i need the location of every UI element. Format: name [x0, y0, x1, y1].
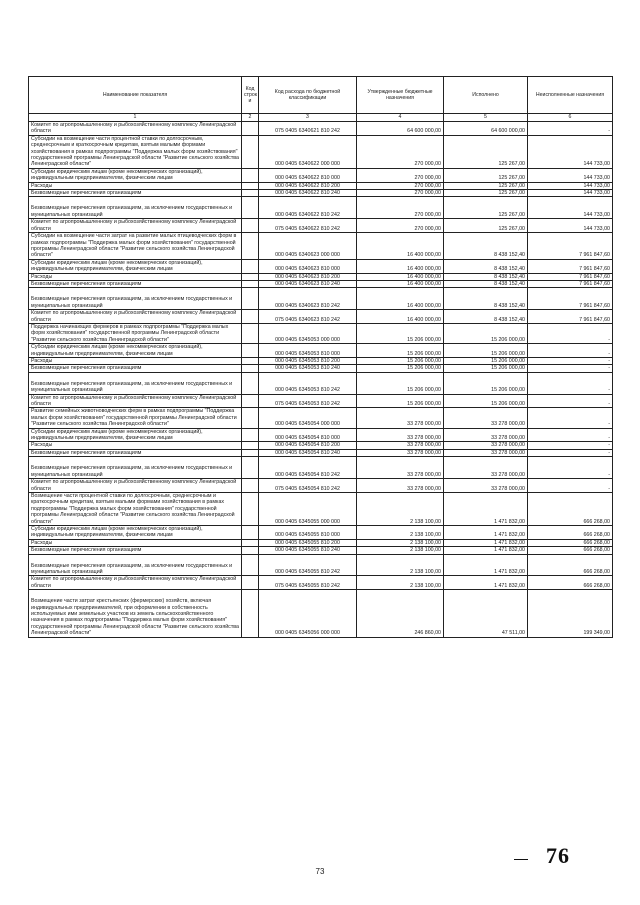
- row-name-cell: Безвозмездные перечисления организациям: [29, 547, 242, 554]
- table-row: [29, 554, 613, 576]
- column-number: 4: [357, 114, 444, 122]
- row-code-cell: 000 0405 6345054 810 240: [259, 449, 357, 456]
- row-unexecuted-cell: 144 733,00: [528, 197, 613, 219]
- row-approved-cell: 2 138 100,00: [357, 492, 444, 525]
- table-row: [29, 135, 613, 168]
- row-approved-cell: 33 278 000,00: [357, 449, 444, 456]
- row-line-cell: [242, 428, 259, 442]
- row-code-cell: 000 0405 6345054 810 242: [259, 457, 357, 479]
- row-name-cell: Комитет по агропромышленному и рыбохозяйственному комплексу Ленинградской области: [29, 122, 242, 136]
- row-approved-cell: 15 206 000,00: [357, 394, 444, 408]
- row-approved-cell: 33 278 000,00: [357, 408, 444, 428]
- row-unexecuted-cell: 666 268,00: [528, 547, 613, 554]
- row-executed-cell: 33 278 000,00: [444, 479, 528, 493]
- row-name-cell: Расходы: [29, 442, 242, 449]
- row-code-cell: 000 0405 6340623 810 242: [259, 288, 357, 310]
- row-line-cell: [242, 372, 259, 394]
- row-line-cell: [242, 273, 259, 280]
- row-line-cell: [242, 457, 259, 479]
- row-code-cell: 000 0405 6345054 000 000: [259, 408, 357, 428]
- row-line-cell: [242, 525, 259, 539]
- row-approved-cell: 33 278 000,00: [357, 479, 444, 493]
- table-row: [29, 492, 613, 525]
- row-executed-cell: 8 438 152,40: [444, 280, 528, 287]
- row-unexecuted-cell: -: [528, 394, 613, 408]
- row-executed-cell: 8 438 152,40: [444, 259, 528, 273]
- table-row: [29, 344, 613, 358]
- row-executed-cell: 8 438 152,40: [444, 288, 528, 310]
- row-unexecuted-cell: -: [528, 358, 613, 365]
- table-row: [29, 590, 613, 637]
- table-row: [29, 358, 613, 365]
- row-name-cell: Безвозмездные перечисления организациям, за исключением государственных и муниципальных организаций: [29, 288, 242, 310]
- row-line-cell: [242, 182, 259, 189]
- table-row: [29, 219, 613, 233]
- row-unexecuted-cell: 7 961 847,60: [528, 280, 613, 287]
- row-code-cell: 075 0405 6345054 810 242: [259, 479, 357, 493]
- row-line-cell: [242, 190, 259, 197]
- row-approved-cell: 16 400 000,00: [357, 288, 444, 310]
- row-unexecuted-cell: -: [528, 457, 613, 479]
- table-header-row: [29, 77, 613, 114]
- report-table-container: [28, 76, 612, 638]
- row-name-cell: Безвозмездные перечисления организациям, за исключением государственных и муниципальных организаций: [29, 197, 242, 219]
- header-expense-code: Код расхода по бюджетной классификации: [259, 77, 357, 114]
- row-name-cell: Безвозмездные перечисления организациям: [29, 190, 242, 197]
- row-approved-cell: 2 138 100,00: [357, 547, 444, 554]
- row-name-cell: Развитие семейных животноводческих ферм в рамках подпрограммы "Поддержка малых форм хозяйствования" государственной программы Ленинградской области "Развитие сельского хозяйства Ленинградской области": [29, 408, 242, 428]
- row-code-cell: 000 0405 6340622 810 000: [259, 168, 357, 182]
- row-approved-cell: 270 000,00: [357, 135, 444, 168]
- row-code-cell: 000 0405 6345053 810 242: [259, 372, 357, 394]
- budget-execution-table: [28, 76, 613, 638]
- row-code-cell: 000 0405 6340623 810 240: [259, 280, 357, 287]
- row-approved-cell: 16 400 000,00: [357, 259, 444, 273]
- row-approved-cell: 2 138 100,00: [357, 525, 444, 539]
- row-approved-cell: 15 206 000,00: [357, 365, 444, 372]
- row-executed-cell: 1 471 832,00: [444, 576, 528, 590]
- row-executed-cell: 33 278 000,00: [444, 442, 528, 449]
- row-approved-cell: 64 600 000,00: [357, 122, 444, 136]
- table-row: [29, 259, 613, 273]
- row-unexecuted-cell: -: [528, 449, 613, 456]
- row-executed-cell: 1 471 832,00: [444, 492, 528, 525]
- row-unexecuted-cell: -: [528, 122, 613, 136]
- row-approved-cell: 2 138 100,00: [357, 576, 444, 590]
- column-number: 1: [29, 114, 242, 122]
- row-line-cell: [242, 259, 259, 273]
- table-row: [29, 525, 613, 539]
- row-name-cell: Возмещение части затрат крестьянских (фермерских) хозяйств, включая индивидуальных предпринимателей, при оформлении в собственность используемых ими земельных участков из земель сельскохозяйственного назначения в рамках подпрограммы "Поддержка малых форм хозяйствования" государственной программы Ленинградской области "Развитие сельского хозяйства Ленинградской области": [29, 590, 242, 637]
- row-code-cell: 000 0405 6345055 810 200: [259, 539, 357, 546]
- row-name-cell: Субсидии юридическим лицам (кроме некоммерческих организаций), индивидуальным предпринимателям, физическим лицам: [29, 168, 242, 182]
- row-line-cell: [242, 358, 259, 365]
- row-executed-cell: 33 278 000,00: [444, 449, 528, 456]
- row-executed-cell: 33 278 000,00: [444, 408, 528, 428]
- row-approved-cell: 270 000,00: [357, 190, 444, 197]
- row-unexecuted-cell: 666 268,00: [528, 576, 613, 590]
- row-executed-cell: 47 511,00: [444, 590, 528, 637]
- row-name-cell: Безвозмездные перечисления организациям: [29, 280, 242, 287]
- row-name-cell: Комитет по агропромышленному и рыбохозяйственному комплексу Ленинградской области: [29, 576, 242, 590]
- row-approved-cell: 270 000,00: [357, 182, 444, 189]
- row-line-cell: [242, 168, 259, 182]
- row-code-cell: 075 0405 6340623 810 242: [259, 310, 357, 324]
- row-executed-cell: 8 438 152,40: [444, 233, 528, 260]
- row-name-cell: Безвозмездные перечисления организациям, за исключением государственных и муниципальных организаций: [29, 372, 242, 394]
- table-row: [29, 394, 613, 408]
- row-name-cell: Расходы: [29, 182, 242, 189]
- row-line-cell: [242, 539, 259, 546]
- row-name-cell: Комитет по агропромышленному и рыбохозяйственному комплексу Ленинградской области: [29, 310, 242, 324]
- row-executed-cell: 125 267,00: [444, 219, 528, 233]
- row-executed-cell: 15 206 000,00: [444, 323, 528, 343]
- table-row: [29, 449, 613, 456]
- row-executed-cell: 15 206 000,00: [444, 394, 528, 408]
- table-row: [29, 182, 613, 189]
- table-row: [29, 408, 613, 428]
- row-approved-cell: 270 000,00: [357, 219, 444, 233]
- row-code-cell: 075 0405 6345053 810 242: [259, 394, 357, 408]
- row-code-cell: 000 0405 6340623 810 200: [259, 273, 357, 280]
- stamp-dash: [514, 859, 528, 860]
- table-row: [29, 323, 613, 343]
- row-approved-cell: 16 400 000,00: [357, 233, 444, 260]
- row-unexecuted-cell: 7 961 847,60: [528, 310, 613, 324]
- table-row: [29, 288, 613, 310]
- row-line-cell: [242, 365, 259, 372]
- row-code-cell: 000 0405 6345054 810 000: [259, 428, 357, 442]
- row-name-cell: Безвозмездные перечисления организациям: [29, 365, 242, 372]
- row-code-cell: 000 0405 6340622 810 242: [259, 197, 357, 219]
- stamped-sheet-number: 76: [546, 843, 570, 868]
- row-code-cell: 000 0405 6345055 810 240: [259, 547, 357, 554]
- table-row: [29, 197, 613, 219]
- row-line-cell: [242, 547, 259, 554]
- row-name-cell: Безвозмездные перечисления организациям, за исключением государственных и муниципальных организаций: [29, 554, 242, 576]
- row-executed-cell: 1 471 832,00: [444, 547, 528, 554]
- row-code-cell: 000 0405 6345055 810 242: [259, 554, 357, 576]
- column-number: 5: [444, 114, 528, 122]
- row-name-cell: Комитет по агропромышленному и рыбохозяйственному комплексу Ленинградской области: [29, 394, 242, 408]
- row-approved-cell: 15 206 000,00: [357, 344, 444, 358]
- header-approved: Утвержденные бюджетные назначения: [357, 77, 444, 114]
- row-name-cell: Безвозмездные перечисления организациям: [29, 449, 242, 456]
- table-row: [29, 273, 613, 280]
- row-approved-cell: 16 400 000,00: [357, 273, 444, 280]
- row-approved-cell: 33 278 000,00: [357, 442, 444, 449]
- row-executed-cell: 125 267,00: [444, 190, 528, 197]
- row-approved-cell: 270 000,00: [357, 197, 444, 219]
- row-unexecuted-cell: 7 961 847,60: [528, 273, 613, 280]
- row-name-cell: Субсидии юридическим лицам (кроме некоммерческих организаций), индивидуальным предпринимателям, физическим лицам: [29, 525, 242, 539]
- row-name-cell: Расходы: [29, 539, 242, 546]
- row-line-cell: [242, 280, 259, 287]
- row-unexecuted-cell: 144 733,00: [528, 135, 613, 168]
- row-approved-cell: 16 400 000,00: [357, 280, 444, 287]
- row-executed-cell: 15 206 000,00: [444, 372, 528, 394]
- row-code-cell: 000 0405 6345053 810 000: [259, 344, 357, 358]
- row-line-cell: [242, 288, 259, 310]
- row-code-cell: 000 0405 6340622 000 000: [259, 135, 357, 168]
- row-code-cell: 000 0405 6345055 000 000: [259, 492, 357, 525]
- row-name-cell: Комитет по агропромышленному и рыбохозяйственному комплексу Ленинградской области: [29, 479, 242, 493]
- row-name-cell: Субсидии юридическим лицам (кроме некоммерческих организаций), индивидуальным предпринимателям, физическим лицам: [29, 428, 242, 442]
- row-code-cell: 000 0405 6345053 810 240: [259, 365, 357, 372]
- row-line-cell: [242, 122, 259, 136]
- row-code-cell: 000 0405 6345056 000 000: [259, 590, 357, 637]
- table-row: [29, 280, 613, 287]
- row-line-cell: [242, 323, 259, 343]
- row-approved-cell: 33 278 000,00: [357, 428, 444, 442]
- row-line-cell: [242, 590, 259, 637]
- row-name-cell: Субсидии на возмещение части затрат на развитие малых птицеводческих форм в рамках подпрограммы "Поддержка малых форм хозяйствования" государственной программы Ленинградской области "Развитие сельского хозяйства Ленинградской области": [29, 233, 242, 260]
- row-unexecuted-cell: 144 733,00: [528, 168, 613, 182]
- row-executed-cell: 1 471 832,00: [444, 525, 528, 539]
- row-line-cell: [242, 408, 259, 428]
- table-row: [29, 457, 613, 479]
- row-approved-cell: 16 400 000,00: [357, 310, 444, 324]
- row-unexecuted-cell: 666 268,00: [528, 525, 613, 539]
- table-row: [29, 442, 613, 449]
- row-line-cell: [242, 344, 259, 358]
- header-line-code: Код строк и: [242, 77, 259, 114]
- row-unexecuted-cell: -: [528, 372, 613, 394]
- row-unexecuted-cell: -: [528, 442, 613, 449]
- table-row: [29, 310, 613, 324]
- row-name-cell: Расходы: [29, 273, 242, 280]
- row-code-cell: 000 0405 6345054 810 200: [259, 442, 357, 449]
- row-executed-cell: 33 278 000,00: [444, 428, 528, 442]
- row-code-cell: 000 0405 6345055 810 000: [259, 525, 357, 539]
- row-code-cell: 000 0405 6340622 810 240: [259, 190, 357, 197]
- row-unexecuted-cell: -: [528, 479, 613, 493]
- header-executed: Исполнено: [444, 77, 528, 114]
- row-line-cell: [242, 197, 259, 219]
- row-unexecuted-cell: -: [528, 344, 613, 358]
- row-code-cell: 000 0405 6340623 810 000: [259, 259, 357, 273]
- row-code-cell: 000 0405 6340623 000 000: [259, 233, 357, 260]
- row-name-cell: Субсидии на возмещение части процентной ставки по долгосрочным, среднесрочным и краткосрочным кредитам, взятым малыми формами хозяйствования в рамках подпрограммы "Поддержка малых форм хозяйствования" государственной программы Ленинградской области "Развитие сельского хозяйства Ленинградской области": [29, 135, 242, 168]
- row-executed-cell: 15 206 000,00: [444, 344, 528, 358]
- table-row: [29, 168, 613, 182]
- row-unexecuted-cell: 666 268,00: [528, 539, 613, 546]
- row-line-cell: [242, 135, 259, 168]
- row-executed-cell: 64 600 000,00: [444, 122, 528, 136]
- row-code-cell: 000 0405 6345053 000 000: [259, 323, 357, 343]
- row-approved-cell: 246 860,00: [357, 590, 444, 637]
- column-number: 6: [528, 114, 613, 122]
- row-unexecuted-cell: 666 268,00: [528, 554, 613, 576]
- row-line-cell: [242, 394, 259, 408]
- row-unexecuted-cell: -: [528, 365, 613, 372]
- row-code-cell: 000 0405 6345053 810 200: [259, 358, 357, 365]
- row-executed-cell: 8 438 152,40: [444, 310, 528, 324]
- row-unexecuted-cell: 144 733,00: [528, 219, 613, 233]
- table-row: [29, 539, 613, 546]
- row-approved-cell: 2 138 100,00: [357, 539, 444, 546]
- row-line-cell: [242, 310, 259, 324]
- table-row: [29, 428, 613, 442]
- header-indicator-name: Наименование показателя: [29, 77, 242, 114]
- row-executed-cell: 125 267,00: [444, 168, 528, 182]
- row-executed-cell: 33 278 000,00: [444, 457, 528, 479]
- row-executed-cell: 15 206 000,00: [444, 358, 528, 365]
- table-row: [29, 479, 613, 493]
- row-name-cell: Расходы: [29, 358, 242, 365]
- table-row: [29, 190, 613, 197]
- column-number-row: [29, 114, 613, 122]
- row-name-cell: Безвозмездные перечисления организациям, за исключением государственных и муниципальных организаций: [29, 457, 242, 479]
- row-code-cell: 075 0405 6345055 810 242: [259, 576, 357, 590]
- row-unexecuted-cell: -: [528, 408, 613, 428]
- page-number: 73: [315, 867, 325, 876]
- column-number: 3: [259, 114, 357, 122]
- row-line-cell: [242, 449, 259, 456]
- table-row: [29, 122, 613, 136]
- row-executed-cell: 8 438 152,40: [444, 273, 528, 280]
- row-approved-cell: 15 206 000,00: [357, 372, 444, 394]
- row-unexecuted-cell: 144 733,00: [528, 182, 613, 189]
- row-executed-cell: 125 267,00: [444, 197, 528, 219]
- header-unexecuted: Неисполненные назначения: [528, 77, 613, 114]
- row-executed-cell: 125 267,00: [444, 135, 528, 168]
- row-unexecuted-cell: 199 349,00: [528, 590, 613, 637]
- row-name-cell: Возмещение части процентной ставки по долгосрочным, среднесрочным и краткосрочным кредитам, взятым малыми формами хозяйствования в рамках подпрограммы "Поддержка малых форм хозяйствования" государственной программы Ленинградской области "Развитие сельского хозяйства Ленинградской области": [29, 492, 242, 525]
- table-body: [29, 122, 613, 638]
- row-unexecuted-cell: -: [528, 323, 613, 343]
- row-line-cell: [242, 219, 259, 233]
- row-name-cell: Субсидии юридическим лицам (кроме некоммерческих организаций), индивидуальным предпринимателям, физическим лицам: [29, 344, 242, 358]
- row-approved-cell: 15 206 000,00: [357, 358, 444, 365]
- row-approved-cell: 15 206 000,00: [357, 323, 444, 343]
- row-code-cell: 075 0405 6340622 810 242: [259, 219, 357, 233]
- row-line-cell: [242, 492, 259, 525]
- row-unexecuted-cell: 7 961 847,60: [528, 233, 613, 260]
- table-row: [29, 233, 613, 260]
- table-row: [29, 576, 613, 590]
- row-unexecuted-cell: 144 733,00: [528, 190, 613, 197]
- row-code-cell: 075 0405 6340621 810 242: [259, 122, 357, 136]
- row-executed-cell: 15 206 000,00: [444, 365, 528, 372]
- row-unexecuted-cell: 666 268,00: [528, 492, 613, 525]
- row-executed-cell: 1 471 832,00: [444, 539, 528, 546]
- row-line-cell: [242, 554, 259, 576]
- row-approved-cell: 33 278 000,00: [357, 457, 444, 479]
- row-approved-cell: 2 138 100,00: [357, 554, 444, 576]
- row-line-cell: [242, 576, 259, 590]
- row-executed-cell: 125 267,00: [444, 182, 528, 189]
- row-approved-cell: 270 000,00: [357, 168, 444, 182]
- row-line-cell: [242, 442, 259, 449]
- column-number: 2: [242, 114, 259, 122]
- table-row: [29, 547, 613, 554]
- row-name-cell: Поддержка начинающих фермеров в рамках подпрограммы "Поддержка малых форм хозяйствования" государственной программы Ленинградской области "Развитие сельского хозяйства Ленинградской области": [29, 323, 242, 343]
- row-unexecuted-cell: 7 961 847,60: [528, 259, 613, 273]
- table-row: [29, 372, 613, 394]
- row-line-cell: [242, 233, 259, 260]
- row-unexecuted-cell: -: [528, 428, 613, 442]
- row-executed-cell: 1 471 832,00: [444, 554, 528, 576]
- row-code-cell: 000 0405 6340622 810 200: [259, 182, 357, 189]
- row-name-cell: Субсидии юридическим лицам (кроме некоммерческих организаций), индивидуальным предпринимателям, физическим лицам: [29, 259, 242, 273]
- row-line-cell: [242, 479, 259, 493]
- table-row: [29, 365, 613, 372]
- row-name-cell: Комитет по агропромышленному и рыбохозяйственному комплексу Ленинградской области: [29, 219, 242, 233]
- row-unexecuted-cell: 7 961 847,60: [528, 288, 613, 310]
